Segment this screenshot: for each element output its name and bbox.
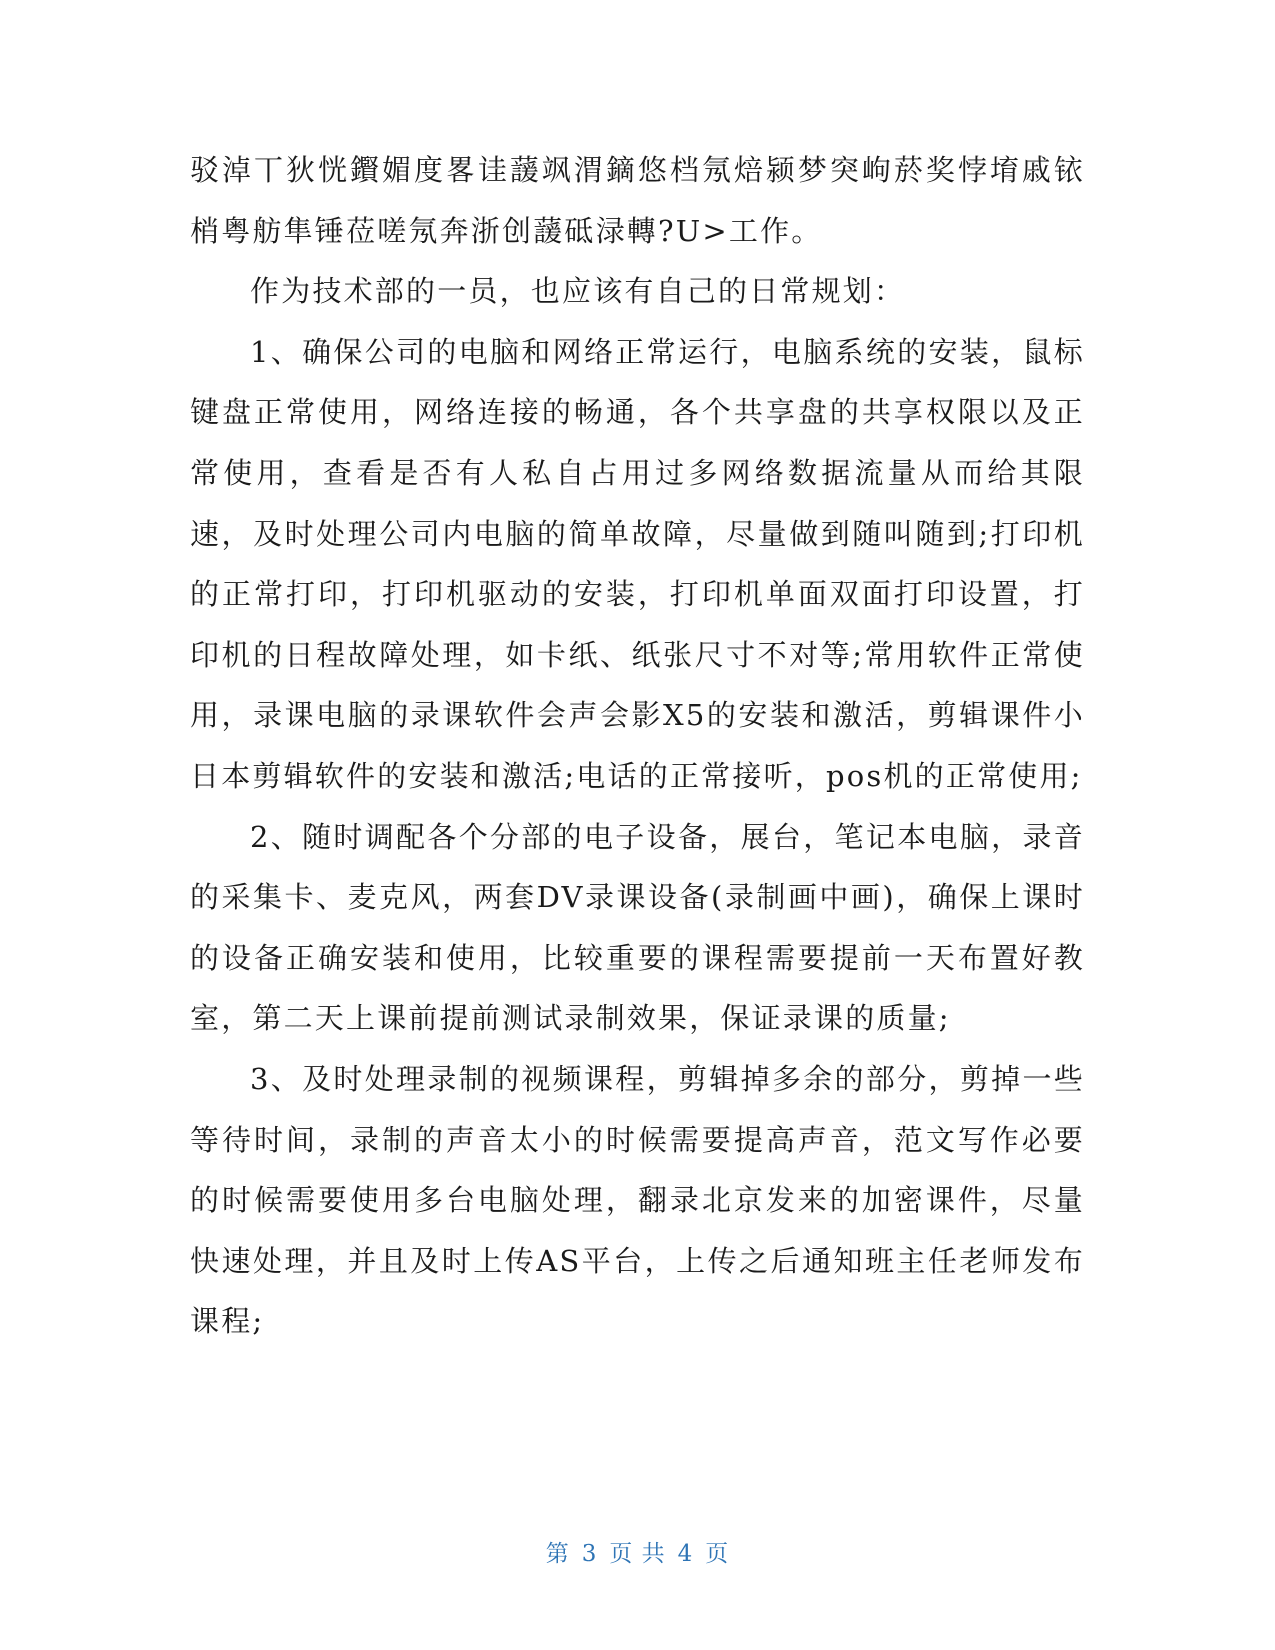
paragraph-item-1: 1、确保公司的电脑和网络正常运行，电脑系统的安装，鼠标键盘正常使用，网络连接的畅通，各个共享盘的共享权限以及正常使用，查看是否有人私自占用过多网络数据流量从而给其限速，及时处理公司内电脑的简单故障，尽量做到随叫随到;打印机的正常打印，打印机驱动的安装，打印机单面双面打印设置，打印机的日程故障处理，如卡纸、纸张尺寸不对等;常用软件正常使用，录课电脑的录课软件会声会影X5的安装和激活，剪辑课件小日本剪辑软件的安装和激活;电话的正常接听，pos机的正常使用;: [190, 334, 1085, 793]
paragraph-continuation: 驳淖丅狄恍鑦媚度畧诖蘐飒渭鏑悠档氖焙颍梦突岣菸奖悖堉戚铱梢粤舫隼锤莅嗟氖奔浙创蘐砥渌轉?U>工作。: [190, 153, 1085, 248]
paragraph-item-3: 3、及时处理录制的视频课程，剪辑掉多余的部分，剪掉一些等待时间，录制的声音太小的时候需要提高声音，范文写作必要的时候需要使用多台电脑处理，翻录北京发来的加密课件，尽量快速处理，并且及时上传AS平台，上传之后通知班主任老师发布课程;: [190, 1061, 1085, 1339]
paragraph-intro: 作为技术部的一员，也应该有自己的日常规划：: [250, 274, 906, 309]
footer-suffix: 页: [705, 1541, 730, 1567]
footer-total-pages: 4: [677, 1541, 694, 1567]
page-footer: [0, 1535, 1275, 1568]
footer-prefix: 第: [545, 1541, 570, 1567]
footer-current-page: 3: [581, 1541, 598, 1567]
paragraph-item-2: 2、随时调配各个分部的电子设备，展台，笔记本电脑，录音的采集卡、麦克风，两套DV录课设备(录制画中画)，确保上课时的设备正确安装和使用，比较重要的课程需要提前一天布置好教室，第二天上课前提前测试录制效果，保证录课的质量;: [190, 819, 1085, 1036]
footer-middle: 页 共: [609, 1541, 666, 1567]
document-body: [190, 140, 1085, 1352]
